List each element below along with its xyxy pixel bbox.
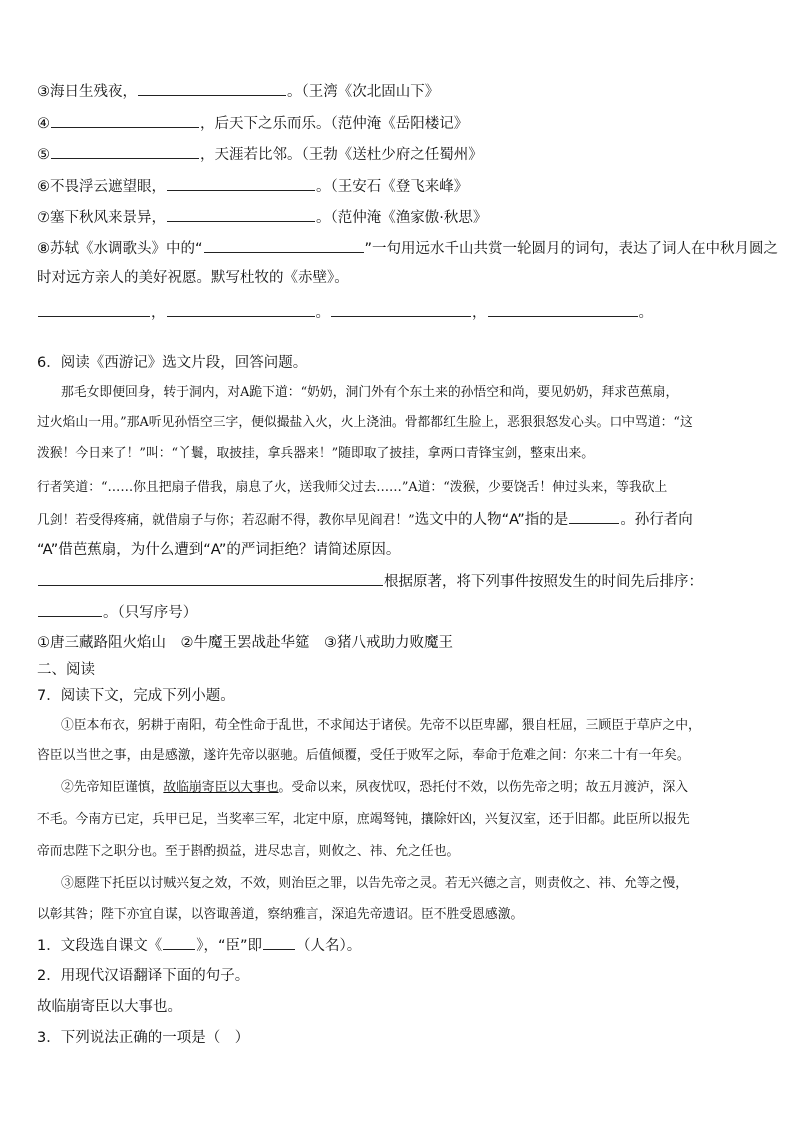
fill-line-prefix: ③海日生残夜，	[37, 84, 137, 100]
translate-sentence: 故临崩寄臣以大事也。	[37, 999, 182, 1015]
question-text: 1．文段选自课文《	[37, 938, 163, 954]
fill-line-prefix: ④	[37, 116, 50, 132]
fill-line-6	[37, 176, 468, 197]
passage-line: 那毛女即便回身，转于洞内，对A跪下道：“奶奶，洞门外有个东土来的孙悟空和尚，要见奶奶，拜求芭蕉扇，	[61, 385, 679, 400]
punctuation: ，	[472, 305, 487, 321]
question-text: 。孙行者向	[620, 512, 693, 528]
fill-line-prefix: ⑦塞下秋风来景异，	[37, 210, 166, 226]
fill-line-prefix: ⑧苏轼《水调歌头》中的“	[37, 241, 203, 257]
fill-line-5	[37, 144, 483, 165]
fill-line-7	[37, 207, 487, 228]
answer-line	[37, 571, 703, 592]
question-text: （人名）。	[296, 938, 362, 954]
answer-blank[interactable]	[38, 571, 383, 586]
question-text: 》，“臣”即	[196, 938, 263, 954]
answer-blank[interactable]	[569, 509, 619, 524]
sub-question-3: 3．下列说法正确的一项是（ ）	[37, 1030, 250, 1046]
fill-line-suffix: ，天涯若比邻。（王勃《送杜少府之任蜀州》	[200, 147, 483, 163]
punctuation: 。	[638, 305, 653, 321]
passage-text: 几剑！若受得疼痛，就借扇子与你；若忍耐不得，教你早见阎君！”	[37, 513, 415, 528]
answer-blank[interactable]	[167, 176, 315, 191]
question-7-title: 7．阅读下文，完成下列小题。	[37, 688, 235, 704]
passage-line: ③愿陛下托臣以讨贼兴复之效，不效，则治臣之罪，以告先帝之灵。若无兴德之言，则责攸之、祎、允等之慢，	[61, 876, 689, 891]
fill-line-4	[37, 113, 468, 134]
passage-line: 行者笑道：“……你且把扇子借我，扇息了火，送我师父过去……”A道：“泼猴，少要饶舌！伸过头来，等我砍上	[37, 480, 668, 495]
sub-question-2: 2．用现代汉语翻译下面的句子。	[37, 968, 250, 984]
section-heading: 二、阅读	[37, 662, 95, 678]
question-text: “A”借芭蕉扇，为什么遭到“A”的严词拒绝？请简述原因。	[37, 542, 401, 558]
paragraph-text: 时对远方亲人的美好祝愿。默写杜牧的《赤壁》。	[37, 270, 349, 286]
fill-line-prefix: ⑥不畏浮云遮望眼，	[37, 179, 166, 195]
passage-line: 不毛。今南方已定，兵甲已足，当奖率三军，北定中原，庶竭驽钝，攘除奸凶，兴复汉室，还于旧都。此臣所以报先	[37, 812, 690, 827]
passage-line: ①臣本布衣，躬耕于南阳，苟全性命于乱世，不求闻达于诸侯。先帝不以臣卑鄙，猥自枉屈，三顾臣于草庐之中，	[61, 718, 701, 733]
answer-line	[37, 602, 197, 623]
question-text: 选文中的人物“A”指的是	[414, 512, 569, 528]
punctuation: 。	[315, 305, 330, 321]
passage-line	[61, 778, 688, 798]
question-6-title: 6．阅读《西游记》选文片段，回答问题。	[37, 355, 308, 371]
answer-blank[interactable]	[163, 935, 195, 950]
passage-line: 帝而忠陛下之职分也。至于斟酌损益，进尽忠言，则攸之、祎、允之任也。	[37, 844, 460, 859]
fill-line-suffix: 。（范仲淹《渔家傲·秋思》	[316, 210, 488, 226]
answer-blank[interactable]	[51, 144, 199, 159]
passage-line: 泼猴！今日来了！”叫：“丫鬟，取披挂，拿兵器来！”随即取了披挂，拿两口青锋宝剑，整束出来。	[37, 446, 595, 461]
passage-line: 咨臣以当世之事，由是感激，遂许先帝以驱驰。后值倾覆，受任于败军之际，奉命于危难之间：尔来二十有一年矣。	[37, 748, 690, 763]
answer-blank[interactable]	[167, 207, 315, 222]
question-text: 根据原著，将下列事件按照发生的时间先后排序：	[384, 574, 703, 590]
fill-line-suffix: 。（王湾《次北固山下》	[287, 84, 440, 100]
answer-blank[interactable]	[204, 238, 364, 253]
answer-blank[interactable]	[138, 81, 286, 96]
passage-text: ②先帝知臣谨慎，	[61, 780, 164, 795]
answer-blank[interactable]	[167, 302, 315, 317]
fill-line-8	[37, 238, 778, 259]
underlined-sentence: 故临崩寄臣以大事也	[163, 780, 279, 795]
fill-line-prefix: ⑤	[37, 147, 50, 163]
answer-blank[interactable]	[331, 302, 471, 317]
punctuation: ，	[151, 305, 166, 321]
passage-line: 以彰其咎；陛下亦宜自谋，以咨诹善道，察纳雅言，深追先帝遗诏。臣不胜受恩感激。	[37, 907, 524, 922]
event-options: ①唐三藏路阻火焰山 ②牛魔王罢战赴华筵 ③猪八戒助力败魔王	[37, 635, 453, 651]
fill-line-suffix: ，后天下之乐而乐。（范仲淹《岳阳楼记》	[200, 116, 469, 132]
answer-blank[interactable]	[38, 302, 150, 317]
passage-line-with-question	[37, 509, 693, 531]
answer-blank[interactable]	[38, 602, 102, 617]
fill-line-3	[37, 81, 439, 102]
answer-blank[interactable]	[263, 935, 295, 950]
fill-line-suffix: ”一句用远水千山共赏一轮圆月的词句，表达了词人在中秋月圆之	[364, 241, 779, 257]
passage-text: 。受命以来，夙夜忧叹，恐托付不效，以伤先帝之明；故五月渡泸，深入	[278, 780, 689, 795]
chibi-answer-line	[37, 302, 653, 323]
fill-line-8-cont	[37, 268, 349, 288]
answer-blank[interactable]	[51, 113, 199, 128]
sub-question-1	[37, 935, 361, 956]
question-text: 。（只写序号）	[103, 605, 198, 621]
passage-line: 过火焰山一用。”那A听见孙悟空三字，便似撮盐入火，火上浇油。骨都都红生脸上，恶狠狠怒发心头。口中骂道：“这	[37, 415, 693, 430]
fill-line-suffix: 。（王安石《登飞来峰》	[316, 179, 469, 195]
answer-blank[interactable]	[488, 302, 638, 317]
